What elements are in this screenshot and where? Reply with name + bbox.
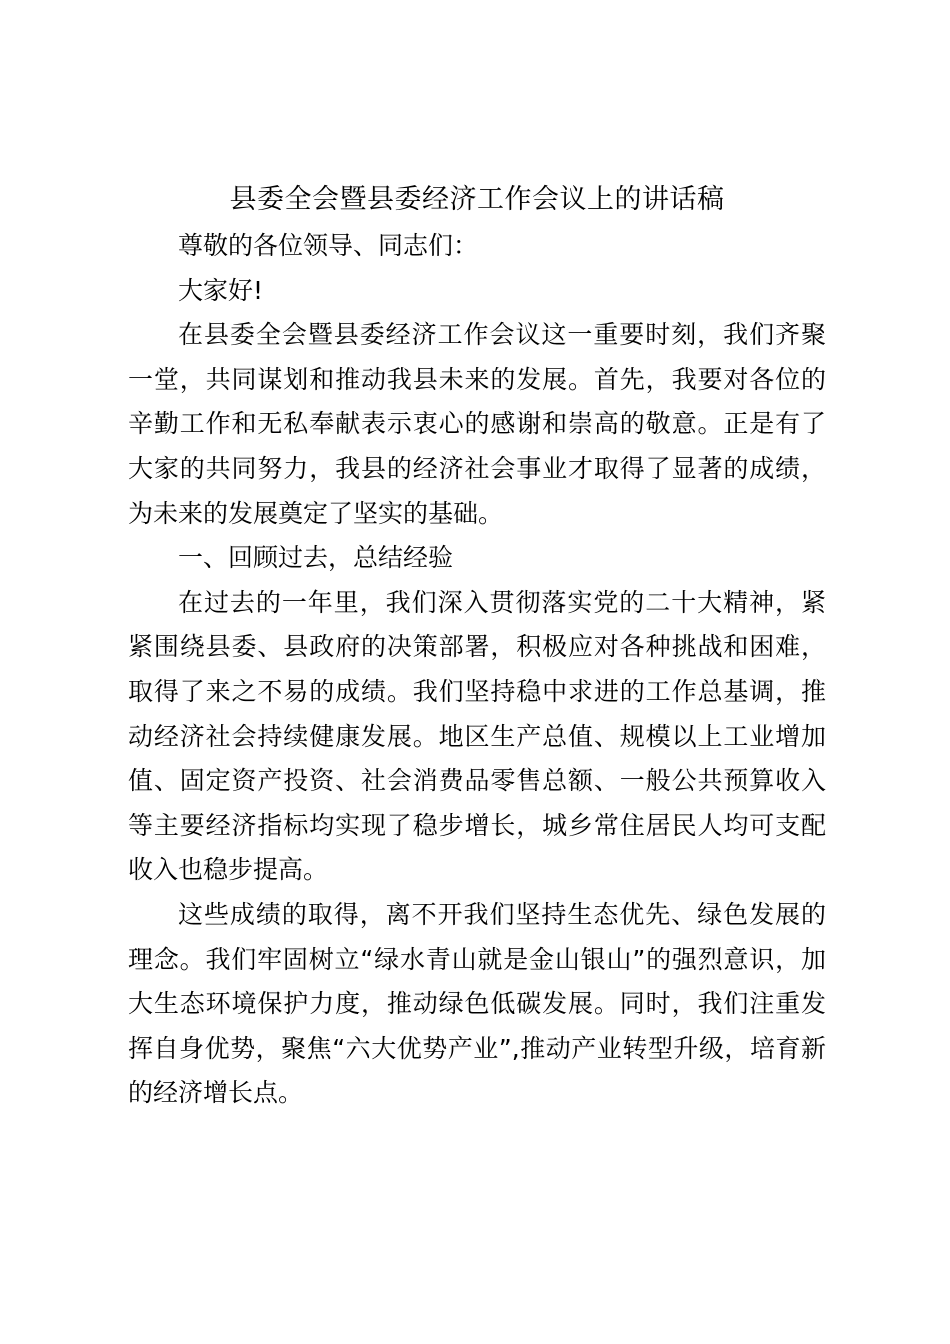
document-title: 县委全会暨县委经济工作会议上的讲话稿 xyxy=(229,184,725,215)
greeting: 大家好! xyxy=(178,275,264,305)
document-page xyxy=(128,178,826,1116)
paragraph-intro: 在县委全会暨县委经济工作会议这一重要时刻，我们齐聚一堂，共同谋划和推动我县未来的发展。首先，我要对各位的辛勤工作和无私奉献表示衷心的感谢和崇高的敬意。正是有了大家的共同努力，我县的经济社会事业才取得了显著的成绩，为未来的发展奠定了坚实的基础。 xyxy=(128,320,826,528)
section-heading: 一、回顾过去，总结经验 xyxy=(178,543,454,573)
paragraph-green-development: 这些成绩的取得，离不开我们坚持生态优先、绿色发展的理念。我们牢固树立“绿水青山就是金山银山”的强烈意识，加大生态环境保护力度，推动绿色低碳发展。同时，我们注重发挥自身优势，聚焦“六大优势产业”,推动产业转型升级，培育新的经济增长点。 xyxy=(128,899,826,1108)
paragraph-review: 在过去的一年里，我们深入贯彻落实党的二十大精神，紧紧围绕县委、县政府的决策部署，积极应对各种挑战和困难，取得了来之不易的成绩。我们坚持稳中求进的工作总基调，推动经济社会持续健康发展。地区生产总值、规模以上工业增加值、固定资产投资、社会消费品零售总额、一般公共预算收入等主要经济指标均实现了稳步增长，城乡常住居民人均可支配收入也稳步提高。 xyxy=(128,587,826,885)
salutation: 尊敬的各位领导、同志们： xyxy=(178,231,479,260)
